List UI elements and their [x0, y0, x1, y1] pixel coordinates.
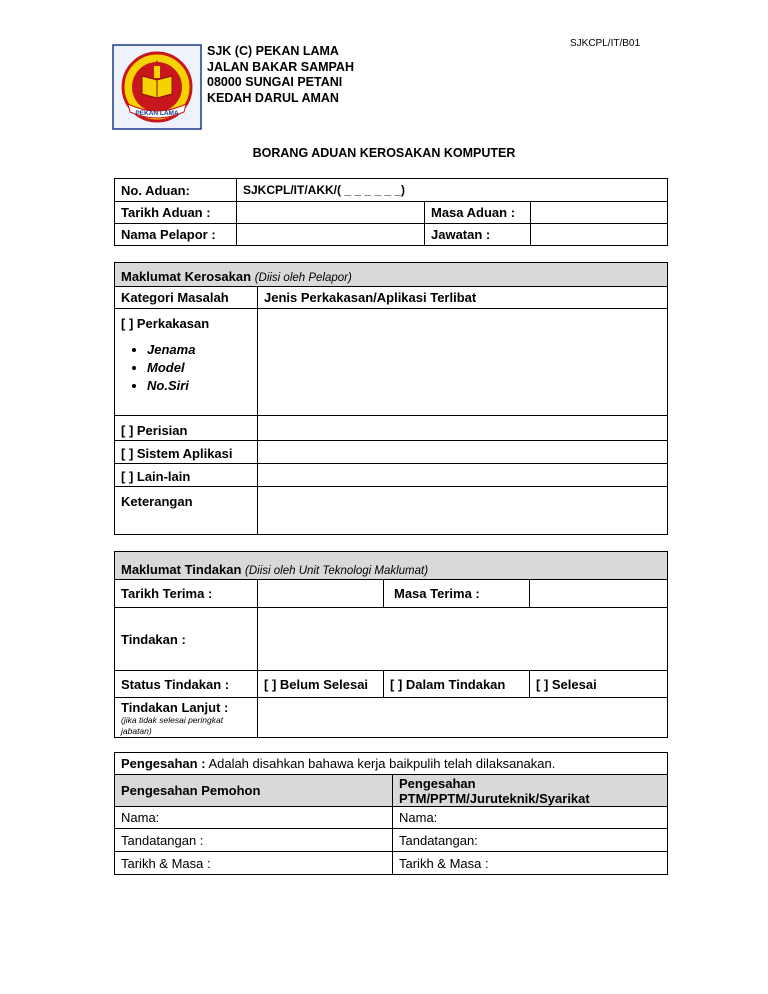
spec-jenama: • Jenama — [147, 341, 251, 359]
no-aduan-field[interactable]: SJKCPL/IT/AKK/( _ _ _ _ _ _) — [237, 179, 668, 202]
ptm-nama-field[interactable]: Nama: — [393, 807, 668, 829]
complaint-info-table — [114, 178, 668, 246]
tindakan-lanjut-label: Tindakan Lanjut : — [121, 700, 229, 715]
sistem-aplikasi-detail-field[interactable] — [258, 441, 668, 464]
perkakasan-detail-field[interactable] — [258, 309, 668, 416]
logo-ribbon-text: PEKAN LAMA — [135, 110, 179, 117]
verification-table — [114, 752, 668, 875]
masa-aduan-label: Masa Aduan : — [425, 202, 531, 224]
pemohon-nama-field[interactable]: Nama: — [115, 807, 393, 829]
tindakan-label: Tindakan : — [115, 608, 258, 671]
ptm-heading-line1: Pengesahan — [399, 775, 476, 791]
tindakan-field[interactable] — [258, 608, 668, 671]
keterangan-label: Keterangan — [115, 487, 258, 535]
damage-info-table — [114, 262, 668, 535]
status-belum-selesai-checkbox[interactable]: [ ] Belum Selesai — [258, 671, 384, 698]
tindakan-lanjut-note: (jika tidak selesai peringkat jabatan) — [121, 715, 224, 736]
ptm-heading-line2: PTM/PPTM/Juruteknik/Syarikat — [399, 790, 590, 806]
damage-heading-note: (Diisi oleh Pelapor) — [254, 272, 352, 284]
action-section-heading — [115, 552, 668, 580]
action-heading: Maklumat Tindakan — [121, 562, 242, 577]
nama-pelapor-label: Nama Pelapor : — [115, 224, 237, 246]
pemohon-tandatangan-field[interactable]: Tandatangan : — [115, 829, 393, 852]
school-address — [207, 44, 354, 106]
pengesahan-label: Pengesahan : — [121, 756, 206, 771]
tarikh-terima-label: Tarikh Terima : — [115, 580, 258, 608]
kategori-column-header: Kategori Masalah — [115, 287, 258, 309]
sistem-aplikasi-checkbox[interactable]: [ ] Sistem Aplikasi — [115, 441, 258, 464]
perkakasan-cell — [115, 309, 258, 416]
document-reference: SJKCPL/IT/B01 — [570, 38, 641, 49]
no-aduan-label: No. Aduan: — [115, 179, 237, 202]
tindakan-lanjut-cell — [115, 698, 258, 738]
school-logo — [112, 44, 202, 130]
tindakan-lanjut-field[interactable] — [258, 698, 668, 738]
form-title: BORANG ADUAN KEROSAKAN KOMPUTER — [252, 146, 516, 160]
ptm-tandatangan-field[interactable]: Tandatangan: — [393, 829, 668, 852]
action-info-table — [114, 551, 668, 738]
jawatan-label: Jawatan : — [425, 224, 531, 246]
ptm-tarikh-masa-field[interactable]: Tarikh & Masa : — [393, 852, 668, 875]
ptm-heading-cell — [393, 775, 668, 807]
keterangan-field[interactable] — [258, 487, 668, 535]
jenis-column-header: Jenis Perkakasan/Aplikasi Terlibat — [258, 287, 668, 309]
nama-pelapor-field[interactable] — [237, 224, 425, 246]
action-heading-note: (Diisi oleh Unit Teknologi Maklumat) — [245, 565, 429, 577]
pemohon-tarikh-masa-field[interactable]: Tarikh & Masa : — [115, 852, 393, 875]
tarikh-terima-field[interactable] — [258, 580, 384, 608]
damage-heading: Maklumat Kerosakan — [121, 269, 252, 284]
tarikh-aduan-label: Tarikh Aduan : — [115, 202, 237, 224]
masa-aduan-field[interactable] — [531, 202, 668, 224]
spec-no-siri: • No.Siri — [147, 377, 251, 395]
hardware-spec-list — [121, 341, 251, 395]
lain-lain-checkbox[interactable]: [ ] Lain-lain — [115, 464, 258, 487]
perisian-detail-field[interactable] — [258, 416, 668, 441]
status-dalam-tindakan-checkbox[interactable]: [ ] Dalam Tindakan — [384, 671, 530, 698]
status-selesai-checkbox[interactable]: [ ] Selesai — [530, 671, 668, 698]
school-name: SJK (C) PEKAN LAMA — [207, 44, 339, 58]
jawatan-field[interactable] — [531, 224, 668, 246]
perkakasan-checkbox[interactable]: [ ] Perkakasan — [121, 316, 210, 331]
verification-statement-row — [115, 753, 668, 775]
pengesahan-statement: Adalah disahkan bahawa kerja baikpulih telah dilaksanakan. — [208, 756, 556, 771]
address-line-3: KEDAH DARUL AMAN — [207, 90, 339, 105]
tarikh-aduan-field[interactable] — [237, 202, 425, 224]
perisian-checkbox[interactable]: [ ] Perisian — [115, 416, 258, 441]
address-line-2: 08000 SUNGAI PETANI — [207, 75, 343, 89]
pemohon-heading: Pengesahan Pemohon — [115, 775, 393, 807]
masa-terima-label: Masa Terima : — [384, 580, 530, 608]
address-line-1: JALAN BAKAR SAMPAH — [207, 59, 354, 74]
spec-model: • Model — [147, 359, 251, 377]
status-tindakan-label: Status Tindakan : — [115, 671, 258, 698]
lain-lain-detail-field[interactable] — [258, 464, 668, 487]
masa-terima-field[interactable] — [530, 580, 668, 608]
damage-section-heading — [115, 263, 668, 287]
